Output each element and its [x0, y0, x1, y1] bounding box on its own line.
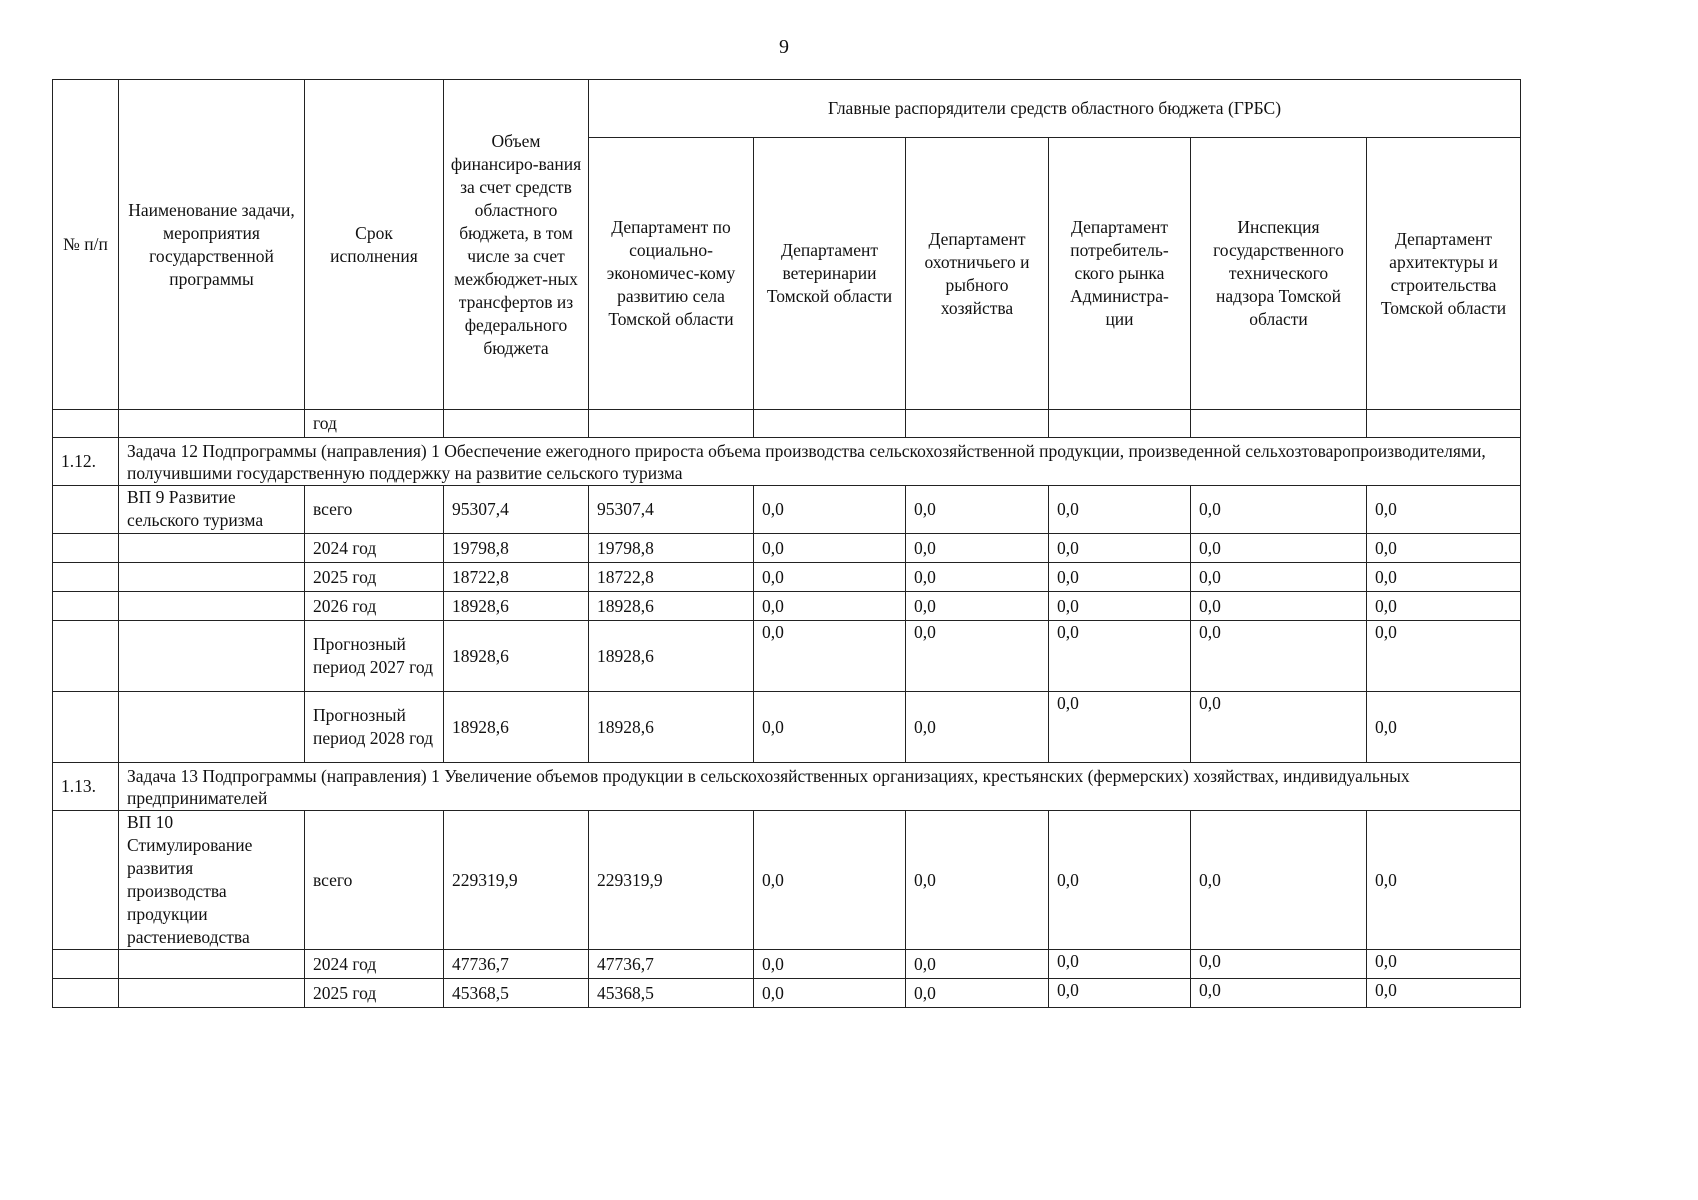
grbs-value-cell: 0,0	[1367, 950, 1521, 979]
empty-cell	[53, 950, 119, 979]
grbs-value-cell: 0,0	[754, 486, 906, 534]
financing-table	[52, 79, 1521, 1008]
grbs-value-cell: 0,0	[906, 486, 1049, 534]
task-row	[53, 438, 1521, 486]
grbs-value-cell: 0,0	[1049, 534, 1191, 563]
empty-cell	[53, 534, 119, 563]
grbs-value-cell: 0,0	[1049, 979, 1191, 1008]
grbs-value-cell: 0,0	[906, 534, 1049, 563]
table-body	[53, 438, 1521, 1008]
grbs-value-cell: 229319,9	[589, 811, 754, 950]
grbs-value-cell: 0,0	[1049, 811, 1191, 950]
activity-name	[119, 979, 305, 1008]
grbs-value-cell: 0,0	[1191, 486, 1367, 534]
grbs-value-cell: 0,0	[1191, 621, 1367, 692]
grbs-value-cell: 0,0	[1191, 592, 1367, 621]
task-description: Задача 12 Подпрограммы (направления) 1 Обеспечение ежегодного прироста объема производства сельскохозяйственной продукции, произведенной сельхозтоваропроизводителями, получившими государственную поддержку на развитие сельского туризма	[119, 438, 1521, 486]
grbs-value-cell: 0,0	[1049, 486, 1191, 534]
header-grbs-hunting-fishing: Департамент охотничьего и рыбного хозяйства	[906, 138, 1049, 410]
empty-cell	[53, 563, 119, 592]
grbs-value-cell: 0,0	[754, 950, 906, 979]
grbs-value-cell: 0,0	[1367, 811, 1521, 950]
task-row	[53, 763, 1521, 811]
header-volume: Объем финансиро-вания за счет средств областного бюджета, в том числе за счет межбюджет-ных трансфертов из федерального бюджета	[444, 80, 589, 410]
grbs-value-cell: 0,0	[1049, 592, 1191, 621]
header-subrow-period: год	[305, 410, 444, 438]
grbs-value-cell: 95307,4	[589, 486, 754, 534]
activity-name: ВП 9 Развитие сельского туризма	[119, 486, 305, 534]
grbs-value-cell: 0,0	[1191, 950, 1367, 979]
grbs-value-cell: 0,0	[1367, 486, 1521, 534]
grbs-value-cell: 0,0	[1367, 563, 1521, 592]
grbs-value-cell: 0,0	[906, 950, 1049, 979]
header-period: Срок исполнения	[305, 80, 444, 410]
table-row	[53, 592, 1521, 621]
header-name: Наименование задачи, мероприятия государственной программы	[119, 80, 305, 410]
grbs-value-cell: 0,0	[754, 979, 906, 1008]
table-row	[53, 486, 1521, 534]
table-row	[53, 811, 1521, 950]
grbs-value-cell: 0,0	[1191, 692, 1367, 763]
task-number: 1.12.	[53, 438, 119, 486]
grbs-value-cell: 0,0	[754, 592, 906, 621]
grbs-value-cell: 0,0	[754, 811, 906, 950]
grbs-value-cell: 45368,5	[589, 979, 754, 1008]
grbs-value-cell: 18928,6	[589, 621, 754, 692]
grbs-value-cell: 0,0	[1049, 692, 1191, 763]
table-row	[53, 563, 1521, 592]
table-row	[53, 979, 1521, 1008]
empty-cell	[53, 486, 119, 534]
grbs-value-cell: 0,0	[1049, 621, 1191, 692]
empty-cell	[53, 979, 119, 1008]
activity-name	[119, 534, 305, 563]
grbs-value-cell: 0,0	[906, 692, 1049, 763]
activity-name	[119, 950, 305, 979]
header-subrow	[53, 410, 1521, 438]
grbs-value-cell: 18722,8	[589, 563, 754, 592]
activity-name	[119, 563, 305, 592]
total-volume-cell: 229319,9	[444, 811, 589, 950]
period-cell: 2026 год	[305, 592, 444, 621]
header-num: № п/п	[53, 80, 119, 410]
grbs-value-cell: 19798,8	[589, 534, 754, 563]
page-number: 9	[779, 36, 789, 58]
grbs-value-cell: 0,0	[1191, 979, 1367, 1008]
total-volume-cell: 47736,7	[444, 950, 589, 979]
header-grbs-technical-inspection: Инспекция государственного технического надзора Томской области	[1191, 138, 1367, 410]
total-volume-cell: 18928,6	[444, 621, 589, 692]
total-volume-cell: 95307,4	[444, 486, 589, 534]
total-volume-cell: 18928,6	[444, 592, 589, 621]
table-row	[53, 950, 1521, 979]
grbs-value-cell: 0,0	[906, 563, 1049, 592]
grbs-value-cell: 0,0	[1191, 534, 1367, 563]
total-volume-cell: 19798,8	[444, 534, 589, 563]
grbs-value-cell: 0,0	[1049, 950, 1191, 979]
activity-name	[119, 592, 305, 621]
table-row	[53, 534, 1521, 563]
grbs-value-cell: 0,0	[754, 563, 906, 592]
period-cell: всего	[305, 811, 444, 950]
table-row	[53, 692, 1521, 763]
task-number: 1.13.	[53, 763, 119, 811]
grbs-value-cell: 0,0	[754, 534, 906, 563]
grbs-value-cell: 0,0	[1367, 621, 1521, 692]
table-row	[53, 621, 1521, 692]
empty-cell	[53, 621, 119, 692]
grbs-value-cell: 0,0	[1367, 592, 1521, 621]
grbs-value-cell: 0,0	[754, 621, 906, 692]
header-grbs-social-development: Департамент по социально-экономичес-кому развитию села Томской области	[589, 138, 754, 410]
empty-cell	[53, 692, 119, 763]
header-grbs-veterinary: Департамент ветеринарии Томской области	[754, 138, 906, 410]
grbs-value-cell: 0,0	[1367, 692, 1521, 763]
activity-name	[119, 621, 305, 692]
grbs-value-cell: 0,0	[1191, 811, 1367, 950]
total-volume-cell: 18928,6	[444, 692, 589, 763]
grbs-value-cell: 0,0	[1191, 563, 1367, 592]
grbs-value-cell: 0,0	[906, 979, 1049, 1008]
empty-cell	[53, 811, 119, 950]
grbs-value-cell: 18928,6	[589, 692, 754, 763]
activity-name	[119, 692, 305, 763]
grbs-value-cell: 0,0	[906, 592, 1049, 621]
total-volume-cell: 45368,5	[444, 979, 589, 1008]
grbs-value-cell: 0,0	[1049, 563, 1191, 592]
empty-cell	[53, 592, 119, 621]
grbs-value-cell: 18928,6	[589, 592, 754, 621]
period-cell: 2024 год	[305, 950, 444, 979]
grbs-value-cell: 0,0	[906, 621, 1049, 692]
period-cell: 2025 год	[305, 563, 444, 592]
activity-name: ВП 10 Стимулирование развития производства продукции растениеводства	[119, 811, 305, 950]
period-cell: всего	[305, 486, 444, 534]
grbs-value-cell: 47736,7	[589, 950, 754, 979]
grbs-value-cell: 0,0	[754, 692, 906, 763]
header-grbs-consumer-market: Департамент потребитель-ского рынка Администра-ции	[1049, 138, 1191, 410]
header-grbs-architecture: Департамент архитектуры и строительства Томской области	[1367, 138, 1521, 410]
header-grbs-title: Главные распорядители средств областного бюджета (ГРБС)	[589, 80, 1521, 138]
grbs-value-cell: 0,0	[1367, 979, 1521, 1008]
period-cell: 2024 год	[305, 534, 444, 563]
period-cell: 2025 год	[305, 979, 444, 1008]
task-description: Задача 13 Подпрограммы (направления) 1 Увеличение объемов продукции в сельскохозяйственных организациях, крестьянских (фермерских) хозяйствах, индивидуальных предпринимателей	[119, 763, 1521, 811]
period-cell: Прогнозный период 2028 год	[305, 692, 444, 763]
grbs-value-cell: 0,0	[906, 811, 1049, 950]
period-cell: Прогнозный период 2027 год	[305, 621, 444, 692]
total-volume-cell: 18722,8	[444, 563, 589, 592]
grbs-value-cell: 0,0	[1367, 534, 1521, 563]
